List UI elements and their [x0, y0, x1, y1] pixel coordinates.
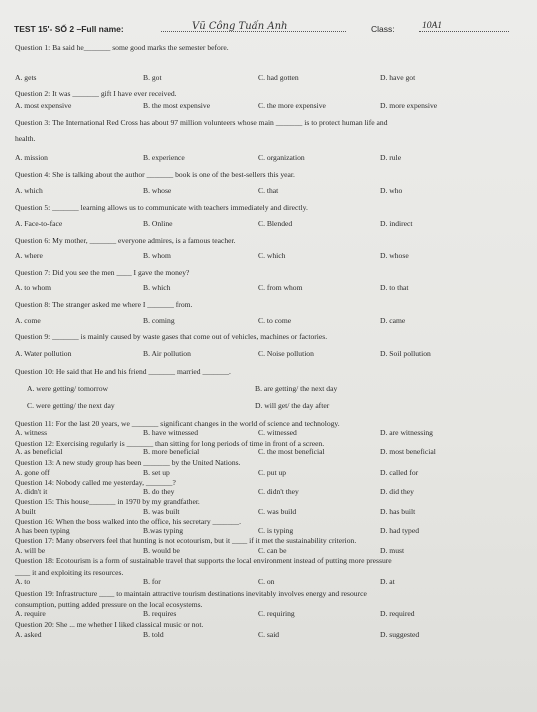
question-16-option-c[interactable]: C. is typing: [258, 526, 294, 535]
question-14-option-c[interactable]: C. didn't they: [258, 487, 299, 496]
question-10-options: [15, 401, 527, 411]
question-11-stem: Question 11: For the last 20 years, we _______ significant changes in the world of science and technology.: [15, 419, 340, 428]
question-20-options: [15, 630, 527, 640]
question-18-option-a[interactable]: A. to: [15, 577, 31, 586]
question-9-option-b[interactable]: B. Air pollution: [143, 349, 191, 358]
question-13-options: [15, 468, 527, 478]
question-20-option-b[interactable]: B. told: [143, 630, 164, 639]
question-11-option-c[interactable]: C. witnessed: [258, 428, 297, 437]
handwritten-name: Vũ Công Tuấn Anh: [192, 21, 288, 32]
question-7-stem: Question 7: Did you see the men ____ I gave the money?: [15, 268, 190, 277]
question-6-option-a[interactable]: A. where: [15, 251, 43, 260]
question-10-option-c[interactable]: C. were getting/ the next day: [27, 401, 115, 410]
question-20-stem: Question 20: She ... me whether I liked classical music or not.: [15, 620, 204, 629]
handwritten-class: 10A1: [422, 21, 443, 31]
question-5-option-d[interactable]: D. indirect: [380, 219, 413, 228]
question-11-option-a[interactable]: A. witness: [15, 428, 48, 437]
question-8-option-d[interactable]: D. came: [380, 316, 406, 325]
question-3-stem: Question 3: The International Red Cross has about 97 million volunteers whose main _______ is to protect human life and: [15, 118, 388, 127]
question-16-option-a[interactable]: A has been typing: [15, 526, 70, 535]
question-11-option-b[interactable]: B. have witnessed: [143, 428, 199, 437]
question-19-option-a[interactable]: A. require: [15, 609, 46, 618]
question-12-stem: Question 12: Exercising regularly is _______ than sitting for long periods of time in front of a screen.: [15, 439, 325, 448]
question-16-option-b[interactable]: B.was typing: [143, 526, 184, 535]
question-14-stem: Question 14: Nobody called me yesterday, _______?: [15, 478, 176, 487]
question-10-option-d[interactable]: D. will get/ the day after: [255, 401, 330, 410]
question-16-options: [15, 526, 527, 536]
question-6-options: [15, 251, 527, 261]
question-13-option-b[interactable]: B. set up: [143, 468, 170, 477]
question-20-option-d[interactable]: D. suggested: [380, 630, 420, 639]
question-19-option-b[interactable]: B. requires: [143, 609, 177, 618]
question-8-option-c[interactable]: C. to come: [258, 316, 292, 325]
question-10-option-b[interactable]: B. are getting/ the next day: [255, 384, 338, 393]
question-20-option-c[interactable]: C. said: [258, 630, 280, 639]
question-11-options: [15, 428, 527, 438]
question-17-stem: Question 17: Many observers feel that hunting is not ecotourism, but it ____ if it met the sustainability criterion.: [15, 536, 357, 545]
question-1-option-c[interactable]: C. had gotten: [258, 73, 299, 82]
question-5-options: [15, 219, 527, 229]
question-7-options: [15, 283, 527, 293]
question-6-option-b[interactable]: B. whom: [143, 251, 171, 260]
question-9-stem: Question 9: _______ is mainly caused by waste gases that come out of vehicles, machines or factories.: [15, 332, 328, 341]
question-16-stem: Question 16: When the boss walked into the office, his secretary _______.: [15, 517, 242, 526]
worksheet-header: [14, 22, 523, 40]
question-5-option-a[interactable]: A. Face-to-face: [15, 219, 63, 228]
question-13-option-c[interactable]: C. put up: [258, 468, 287, 477]
question-10-option-a[interactable]: A. were getting/ tomorrow: [27, 384, 108, 393]
question-14-option-a[interactable]: A. didn't it: [15, 487, 48, 496]
question-2-option-b[interactable]: B. the most expensive: [143, 101, 211, 110]
question-18-options: [15, 577, 527, 587]
question-5-option-c[interactable]: C. Blended: [258, 219, 293, 228]
question-18-stem-continued: ____ it and exploiting its resources.: [15, 568, 124, 577]
question-14-option-b[interactable]: B. do they: [143, 487, 175, 496]
test-title: TEST 15'- SỐ 2 –Full name:: [14, 24, 124, 34]
question-13-option-a[interactable]: A. gone off: [15, 468, 50, 477]
question-15-option-b[interactable]: B. was built: [143, 507, 180, 516]
question-3-option-c[interactable]: C. organization: [258, 153, 305, 162]
question-3-option-b[interactable]: B. experience: [143, 153, 185, 162]
question-12-options: [15, 447, 527, 457]
question-5-stem: Question 5: _______ learning allows us to communicate with teachers immediately and directly.: [15, 203, 308, 212]
question-14-option-d[interactable]: D. did they: [380, 487, 414, 496]
question-15-options: [15, 507, 527, 517]
question-9-options: [15, 349, 527, 359]
question-4-option-a[interactable]: A. which: [15, 186, 43, 195]
class-label: Class:: [371, 24, 395, 34]
question-19-stem-continued: consumption, putting added pressure on the local ecosystems.: [15, 600, 203, 609]
question-17-option-d[interactable]: D. must: [380, 546, 405, 555]
question-1-option-b[interactable]: B. got: [143, 73, 162, 82]
question-4-option-b[interactable]: B. whose: [143, 186, 172, 195]
question-10-options: [15, 384, 527, 394]
question-1-options: [15, 73, 527, 83]
question-9-option-a[interactable]: A. Water pollution: [15, 349, 72, 358]
question-15-option-c[interactable]: C. was build: [258, 507, 297, 516]
question-1-stem: Question 1: Ba said he_______ some good marks the semester before.: [15, 43, 229, 52]
question-7-option-a[interactable]: A. to whom: [15, 283, 52, 292]
question-13-stem: Question 13: A new study group has been _______ by the United Nations.: [15, 458, 241, 467]
question-6-stem: Question 6: My mother, _______ everyone admires, is a famous teacher.: [15, 236, 236, 245]
question-2-option-a[interactable]: A. most expensive: [15, 101, 72, 110]
question-8-option-b[interactable]: B. coming: [143, 316, 175, 325]
question-14-options: [15, 487, 527, 497]
question-7-option-d[interactable]: D. to that: [380, 283, 409, 292]
question-1-option-a[interactable]: A. gets: [15, 73, 37, 82]
question-3-option-a[interactable]: A. mission: [15, 153, 48, 162]
question-2-options: [15, 101, 527, 111]
question-19-options: [15, 609, 527, 619]
question-4-stem: Question 4: She is talking about the author _______ book is one of the best-sellers this year.: [15, 170, 295, 179]
question-2-option-d[interactable]: D. more expensive: [380, 101, 438, 110]
question-4-options: [15, 186, 527, 196]
question-18-option-c[interactable]: C. on: [258, 577, 275, 586]
question-9-option-c[interactable]: C. Noise pollution: [258, 349, 314, 358]
question-3-options: [15, 153, 527, 163]
question-2-stem: Question 2: It was _______ gift I have ever received.: [15, 89, 177, 98]
question-5-option-b[interactable]: B. Online: [143, 219, 173, 228]
question-8-options: [15, 316, 527, 326]
question-12-option-a[interactable]: A. as beneficial: [15, 447, 63, 456]
question-7-option-c[interactable]: C. from whom: [258, 283, 303, 292]
question-2-option-c[interactable]: C. the more expensive: [258, 101, 326, 110]
question-1-option-d[interactable]: D. have got: [380, 73, 416, 82]
question-8-option-a[interactable]: A. come: [15, 316, 41, 325]
question-15-option-a[interactable]: A built: [15, 507, 36, 516]
question-19-option-d[interactable]: D. required: [380, 609, 415, 618]
question-10-stem: Question 10: He said that He and his friend _______ married _______.: [15, 367, 231, 376]
question-8-stem: Question 8: The stranger asked me where I _______ from.: [15, 300, 193, 309]
question-6-option-c[interactable]: C. which: [258, 251, 286, 260]
question-16-option-d[interactable]: D. had typed: [380, 526, 420, 535]
question-11-option-d[interactable]: D. are witnessing: [380, 428, 433, 437]
question-4-option-c[interactable]: C. that: [258, 186, 279, 195]
question-6-option-d[interactable]: D. whose: [380, 251, 409, 260]
question-12-option-d[interactable]: D. most beneficial: [380, 447, 436, 456]
question-18-option-b[interactable]: B. for: [143, 577, 161, 586]
question-12-option-c[interactable]: C. the most beneficial: [258, 447, 325, 456]
question-19-option-c[interactable]: C. requiring: [258, 609, 295, 618]
question-9-option-d[interactable]: D. Soil pollution: [380, 349, 431, 358]
question-15-stem: Question 15: This house_______ in 1970 by my grandfather.: [15, 497, 200, 506]
question-4-option-d[interactable]: D. who: [380, 186, 403, 195]
question-18-option-d[interactable]: D. at: [380, 577, 395, 586]
question-17-option-a[interactable]: A. will be: [15, 546, 46, 555]
question-7-option-b[interactable]: B. which: [143, 283, 171, 292]
class-line: [419, 31, 509, 32]
question-13-option-d[interactable]: D. called for: [380, 468, 419, 477]
question-3-option-d[interactable]: D. rule: [380, 153, 402, 162]
question-12-option-b[interactable]: B. more beneficial: [143, 447, 200, 456]
question-20-option-a[interactable]: A. asked: [15, 630, 42, 639]
question-18-stem: Question 18: Ecotourism is a form of sustainable travel that supports the local environment instead of putting more pressure: [15, 556, 392, 565]
question-17-option-b[interactable]: B. would be: [143, 546, 180, 555]
question-17-option-c[interactable]: C. can be: [258, 546, 287, 555]
question-19-stem: Question 19: Infrastructure ____ to maintain attractive tourism destinations inevitably involves energy and resource: [15, 589, 367, 598]
question-17-options: [15, 546, 527, 556]
question-3-stem-continued: health.: [15, 134, 36, 143]
question-15-option-d[interactable]: D. has built: [380, 507, 416, 516]
